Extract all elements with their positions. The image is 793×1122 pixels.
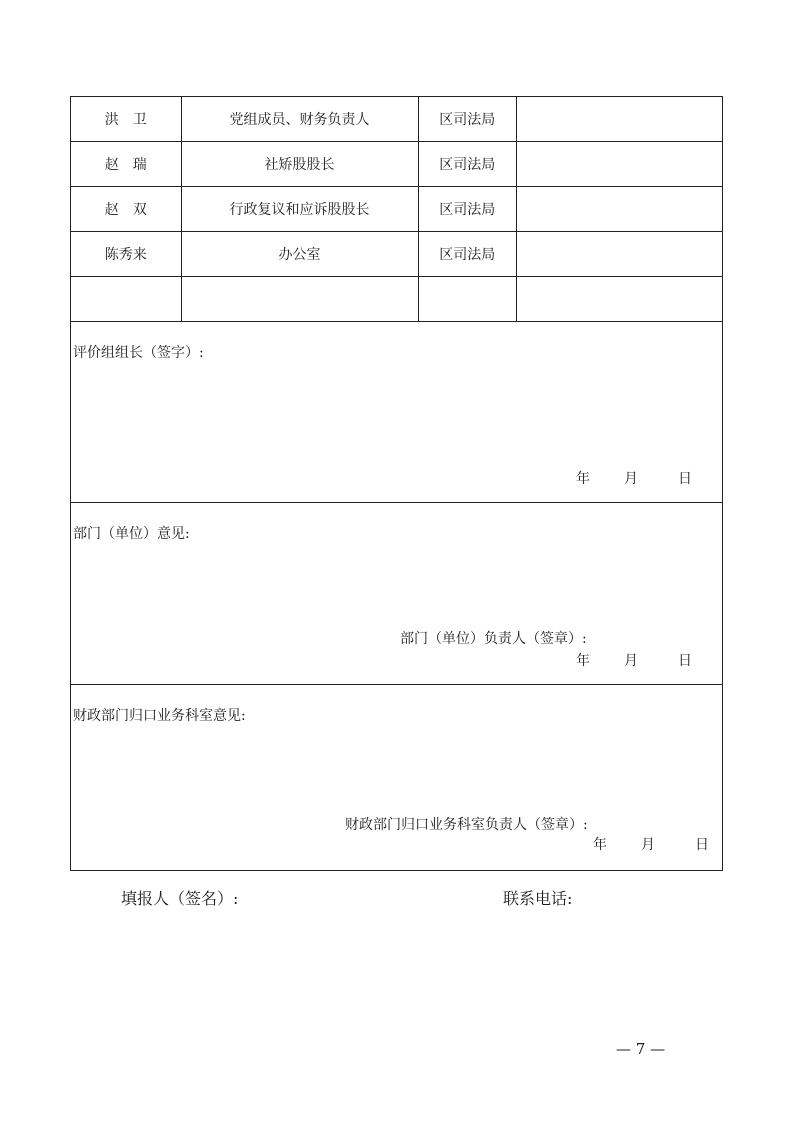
dept-date <box>576 650 692 670</box>
member-name-cell[interactable] <box>71 277 182 322</box>
page-number: — 7 — <box>616 1040 666 1058</box>
member-position-cell: 社矫股股长 <box>181 142 418 187</box>
date-day-label: 日 <box>678 471 692 487</box>
leader-signature-block[interactable] <box>71 322 723 503</box>
date-year-label: 年 <box>576 653 590 669</box>
finance-opinion-label: 财政部门归口业务科室意见: <box>73 708 246 724</box>
member-note-cell[interactable] <box>517 232 723 277</box>
finance-opinion-block[interactable] <box>71 685 723 871</box>
member-unit-cell: 区司法局 <box>418 142 516 187</box>
member-unit-cell[interactable] <box>418 277 516 322</box>
contact-phone-label: 联系电话: <box>503 889 573 908</box>
leader-signature-label: 评价组组长（签字）: <box>73 345 204 361</box>
date-day-label: 日 <box>695 837 709 853</box>
member-name-cell: 陈秀来 <box>71 232 182 277</box>
dept-opinion-block[interactable] <box>71 503 723 685</box>
evaluation-table <box>70 96 723 871</box>
member-name-cell: 赵 瑞 <box>71 142 182 187</box>
dept-opinion-row <box>71 503 723 685</box>
member-unit-cell: 区司法局 <box>418 187 516 232</box>
filler-signature-label: 填报人（签名）: <box>121 889 239 908</box>
date-year-label: 年 <box>576 471 590 487</box>
member-position-cell: 党组成员、财务负责人 <box>181 97 418 142</box>
finance-date <box>593 834 709 854</box>
dept-opinion-label: 部门（单位）意见: <box>73 526 190 542</box>
member-name-cell: 赵 双 <box>71 187 182 232</box>
leader-signature-row <box>71 322 723 503</box>
member-position-cell: 办公室 <box>181 232 418 277</box>
dept-signer-label: 部门（单位）负责人（签章）: <box>400 631 587 647</box>
table-row <box>71 187 723 232</box>
finance-signer-label: 财政部门归口业务科室负责人（签章）: <box>345 817 588 833</box>
leader-date <box>576 468 692 488</box>
date-month-label: 月 <box>641 837 655 853</box>
member-note-cell[interactable] <box>517 97 723 142</box>
member-position-cell: 行政复议和应诉股股长 <box>181 187 418 232</box>
date-day-label: 日 <box>678 653 692 669</box>
member-position-cell[interactable] <box>181 277 418 322</box>
date-month-label: 月 <box>624 653 638 669</box>
table-row <box>71 232 723 277</box>
finance-opinion-row <box>71 685 723 871</box>
member-unit-cell: 区司法局 <box>418 97 516 142</box>
table-row <box>71 142 723 187</box>
table-row <box>71 97 723 142</box>
table-row-empty <box>71 277 723 322</box>
member-note-cell[interactable] <box>517 187 723 232</box>
member-note-cell[interactable] <box>517 142 723 187</box>
date-year-label: 年 <box>593 837 607 853</box>
member-note-cell[interactable] <box>517 277 723 322</box>
member-name-cell: 洪 卫 <box>71 97 182 142</box>
date-month-label: 月 <box>624 471 638 487</box>
member-unit-cell: 区司法局 <box>418 232 516 277</box>
